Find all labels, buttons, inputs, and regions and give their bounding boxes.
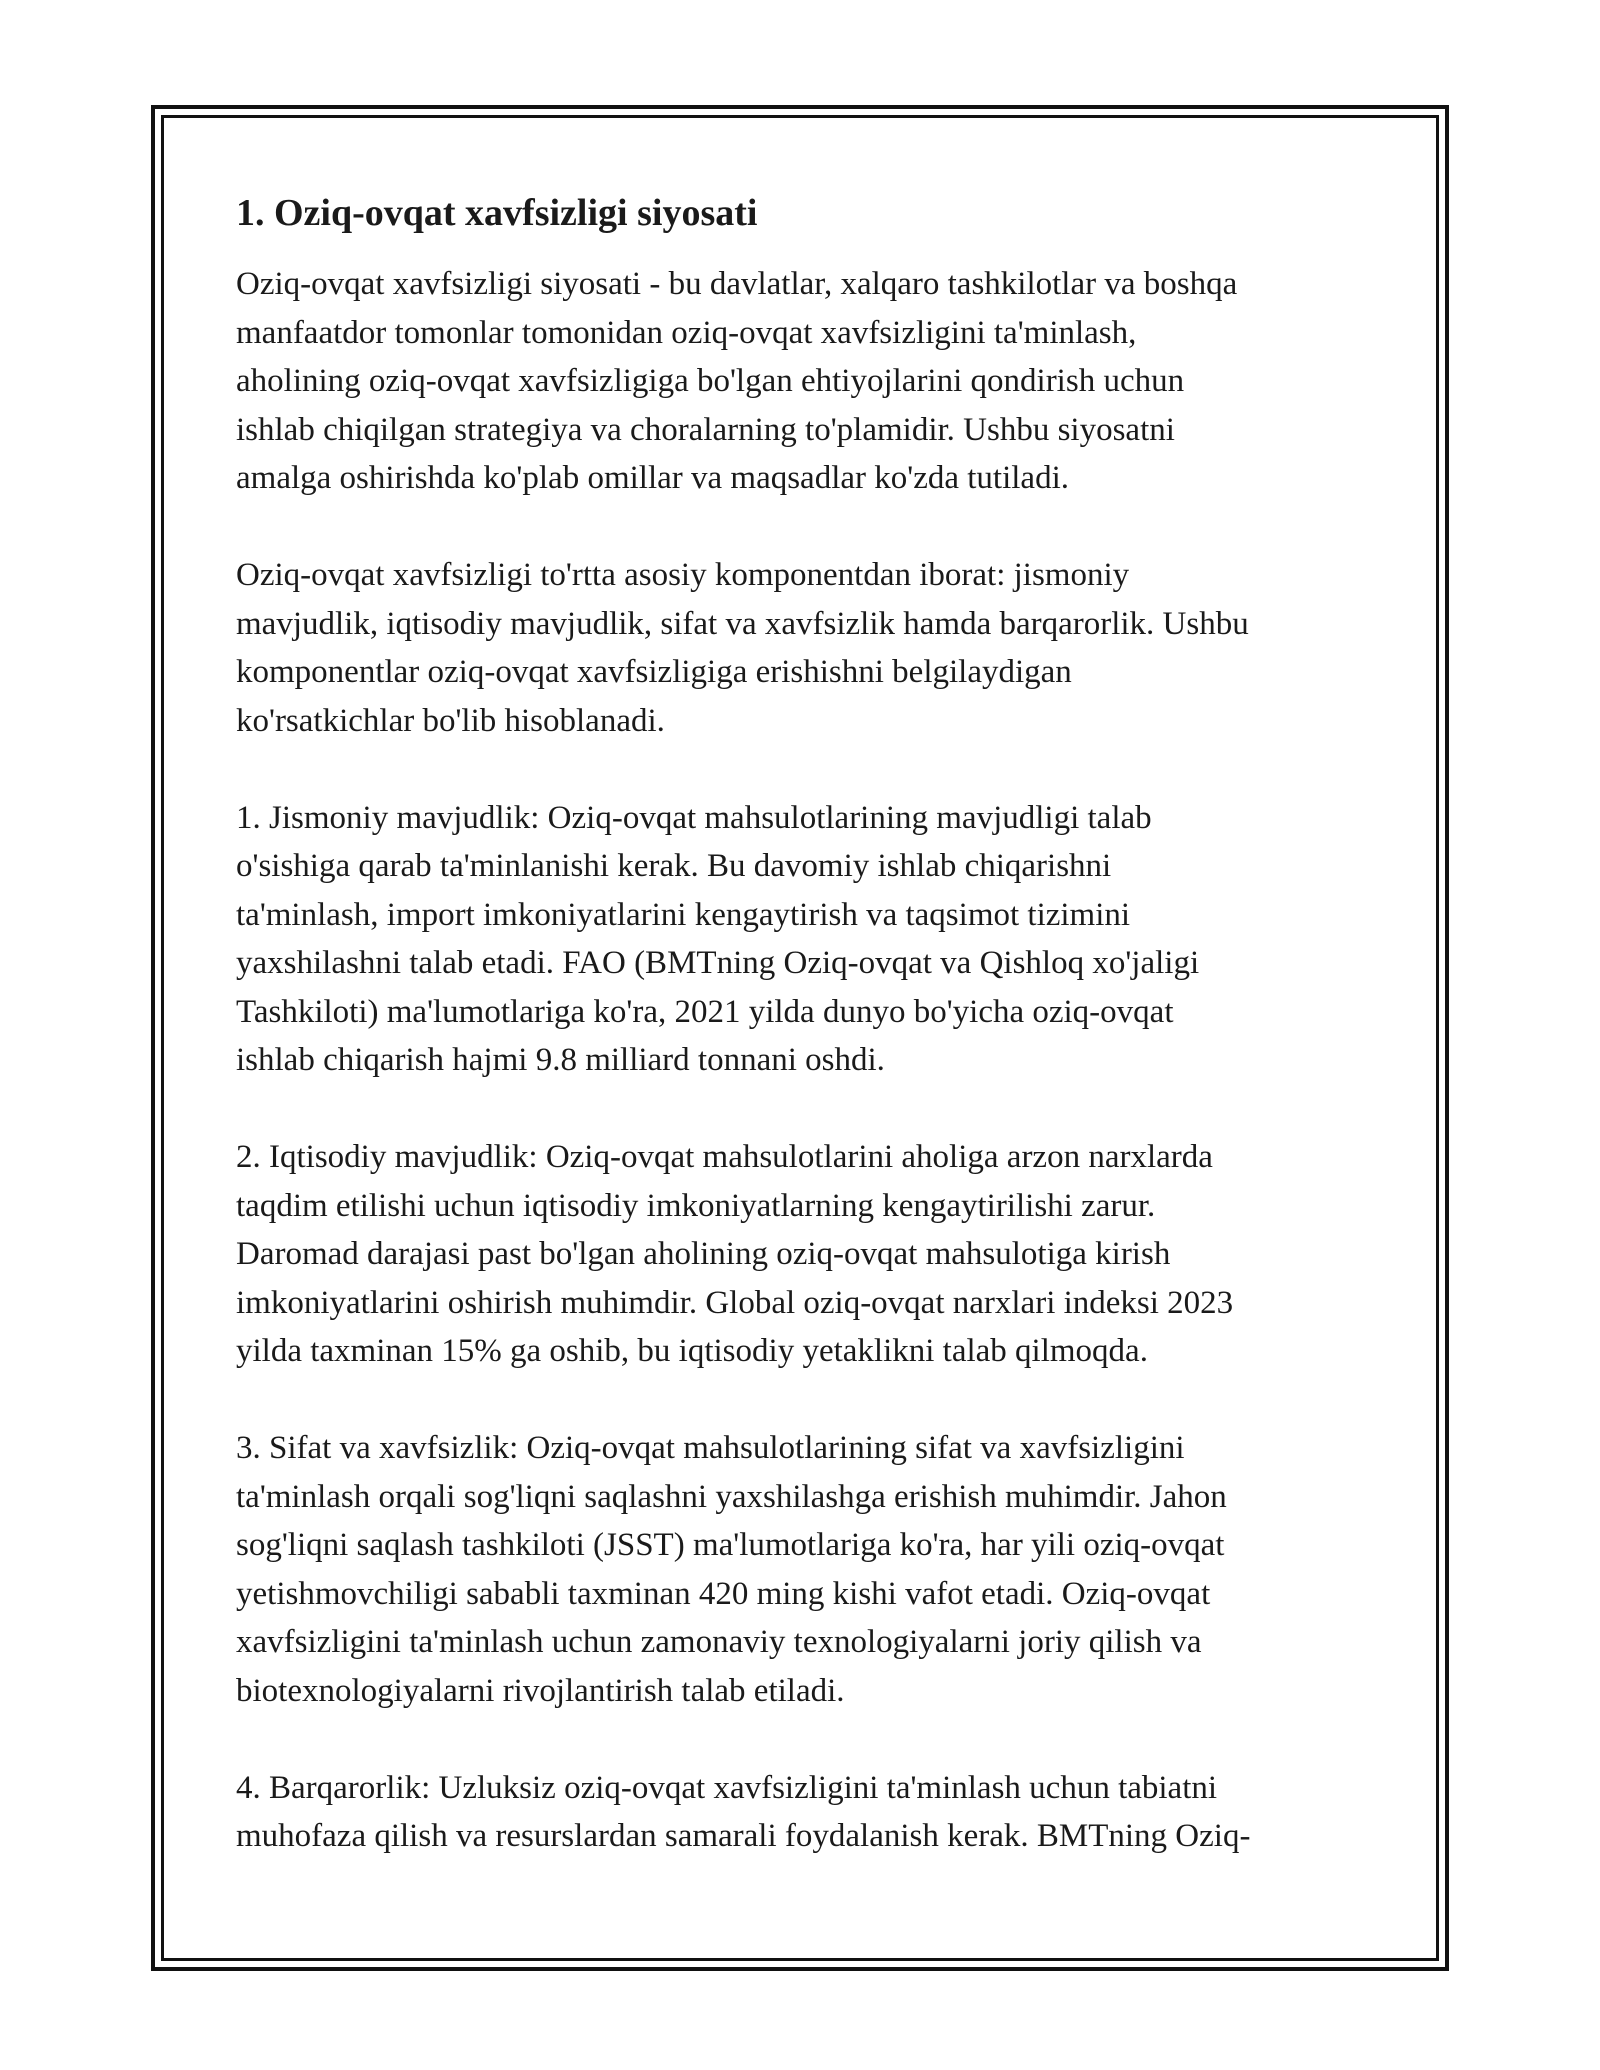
text-line: amalga oshirishda ko'plab omillar va maqsadlar ko'zda tutiladi.	[236, 460, 1069, 496]
text-line: ta'minlash, import imkoniyatlarini kengaytirish va taqsimot tizimini	[236, 896, 1131, 933]
paragraph	[236, 1764, 1376, 1861]
text-line: aholining oziq-ovqat xavfsizligiga bo'lgan ehtiyojlarini qondirish uchun	[236, 363, 1185, 399]
paragraph	[236, 1424, 1376, 1715]
text-line: o'sishiga qarab ta'minlanishi kerak. Bu davomiy ishlab chiqarishni	[236, 848, 1112, 884]
text-line: 3. Sifat va xavfsizlik: Oziq-ovqat mahsulotlarining sifat va xavfsizligini	[236, 1430, 1185, 1466]
text-line: Tashkiloti) ma'lumotlariga ko'ra, 2021 yilda dunyo bo'yicha oziq-ovqat	[236, 993, 1174, 1030]
text-line: ishlab chiqilgan strategiya va choralarning to'plamidir. Ushbu siyosatni	[236, 411, 1175, 448]
text-line: biotexnologiyalarni rivojlantirish talab etiladi.	[236, 1672, 845, 1709]
document-body	[236, 188, 1376, 1909]
paragraph	[236, 1133, 1376, 1376]
text-line: 2. Iqtisodiy mavjudlik: Oziq-ovqat mahsulotlarini aholiga arzon narxlarda	[236, 1139, 1213, 1175]
text-line: ko'rsatkichlar bo'lib hisoblanadi.	[236, 702, 665, 739]
paragraph	[236, 794, 1376, 1085]
text-line: xavfsizligini ta'minlash uchun zamonaviy texnologiyalarni joriy qilish va	[236, 1624, 1202, 1660]
text-line: yilda taxminan 15% ga oshib, bu iqtisodiy yetaklikni talab qilmoqda.	[236, 1333, 1148, 1369]
section-heading: 1. Oziq-ovqat xavfsizligi siyosati	[236, 192, 758, 234]
text-line: imkoniyatlarini oshirish muhimdir. Global oziq-ovqat narxlari indeksi 2023	[236, 1284, 1234, 1321]
text-line: mavjudlik, iqtisodiy mavjudlik, sifat va xavfsizlik hamda barqarorlik. Ushbu	[236, 605, 1249, 642]
text-line: yaxshilashni talab etadi. FAO (BMTning Oziq-ovqat va Qishloq xo'jaligi	[236, 945, 1200, 981]
text-line: yetishmovchiligi sababli taxminan 420 ming kishi vafot etadi. Oziq-ovqat	[236, 1575, 1211, 1612]
paragraph	[236, 551, 1376, 745]
text-line: Oziq-ovqat xavfsizligi siyosati - bu davlatlar, xalqaro tashkilotlar va boshqa	[236, 266, 1238, 302]
text-line: ishlab chiqarish hajmi 9.8 milliard tonnani oshdi.	[236, 1042, 885, 1078]
paragraph	[236, 260, 1376, 503]
text-line: muhofaza qilish va resurslardan samarali foydalanish kerak. BMTning Oziq-	[236, 1818, 1251, 1854]
text-line: Oziq-ovqat xavfsizligi to'rtta asosiy komponentdan iborat: jismoniy	[236, 557, 1130, 593]
text-line: taqdim etilishi uchun iqtisodiy imkoniyatlarning kengaytirilishi zarur.	[236, 1187, 1156, 1224]
text-line: 4. Barqarorlik: Uzluksiz oziq-ovqat xavfsizligini ta'minlash uchun tabiatni	[236, 1769, 1218, 1806]
text-line: sog'liqni saqlash tashkiloti (JSST) ma'lumotlariga ko'ra, har yili oziq-ovqat	[236, 1527, 1225, 1563]
text-line: Daromad darajasi past bo'lgan aholining oziq-ovqat mahsulotiga kirish	[236, 1236, 1171, 1272]
text-line: komponentlar oziq-ovqat xavfsizligiga erishishni belgilaydigan	[236, 654, 1072, 690]
text-line: 1. Jismoniy mavjudlik: Oziq-ovqat mahsulotlarining mavjudligi talab	[236, 799, 1152, 836]
text-line: manfaatdor tomonlar tomonidan oziq-ovqat xavfsizligini ta'minlash,	[236, 314, 1137, 351]
text-line: ta'minlash orqali sog'liqni saqlashni yaxshilashga erishish muhimdir. Jahon	[236, 1478, 1227, 1515]
paragraph-list	[236, 260, 1376, 1861]
